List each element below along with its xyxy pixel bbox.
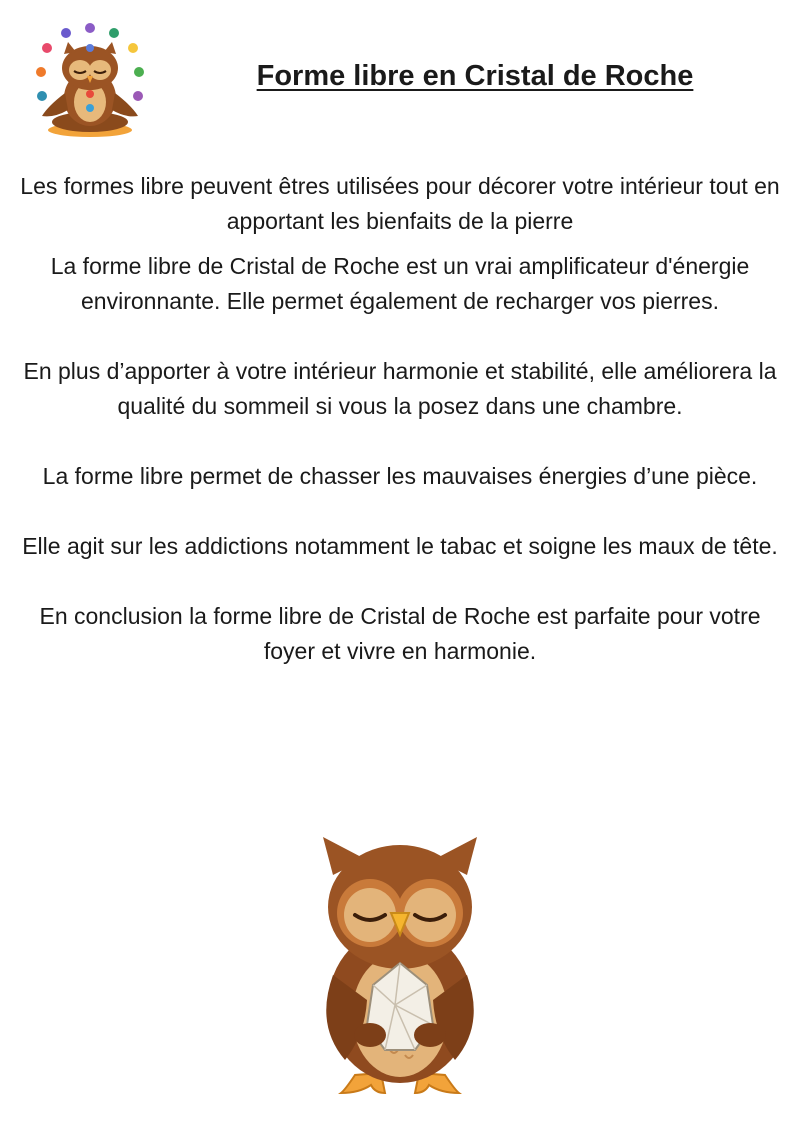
paragraph-conclusion: En conclusion la forme libre de Cristal de Roche est parfaite pour votre foyer et vivre en harmonie.: [39, 603, 761, 664]
document-body: [20, 169, 780, 669]
paragraph-intro: Les formes libre peuvent êtres utilisées pour décorer votre intérieur tout en apportant les bienfaits de la pierre: [20, 173, 780, 234]
meditating-owl-logo-icon: [30, 18, 150, 140]
paragraph-energies: La forme libre permet de chasser les mauvaises énergies d’une pièce.: [42, 463, 758, 489]
page-title: Forme libre en Cristal de Roche: [256, 60, 694, 92]
paragraph-amplifier: La forme libre de Cristal de Roche est un vrai amplificateur d'énergie environnante. Elle permet également de recharger vos pierres.: [50, 253, 750, 314]
owl-holding-crystal-icon: [315, 835, 485, 1100]
paragraph-harmony: En plus d’apporter à votre intérieur harmonie et stabilité, elle améliorera la qualité du sommeil si vous la posez dans une chambre.: [23, 358, 777, 419]
paragraph-addictions: Elle agit sur les addictions notamment le tabac et soigne les maux de tête.: [22, 533, 778, 559]
